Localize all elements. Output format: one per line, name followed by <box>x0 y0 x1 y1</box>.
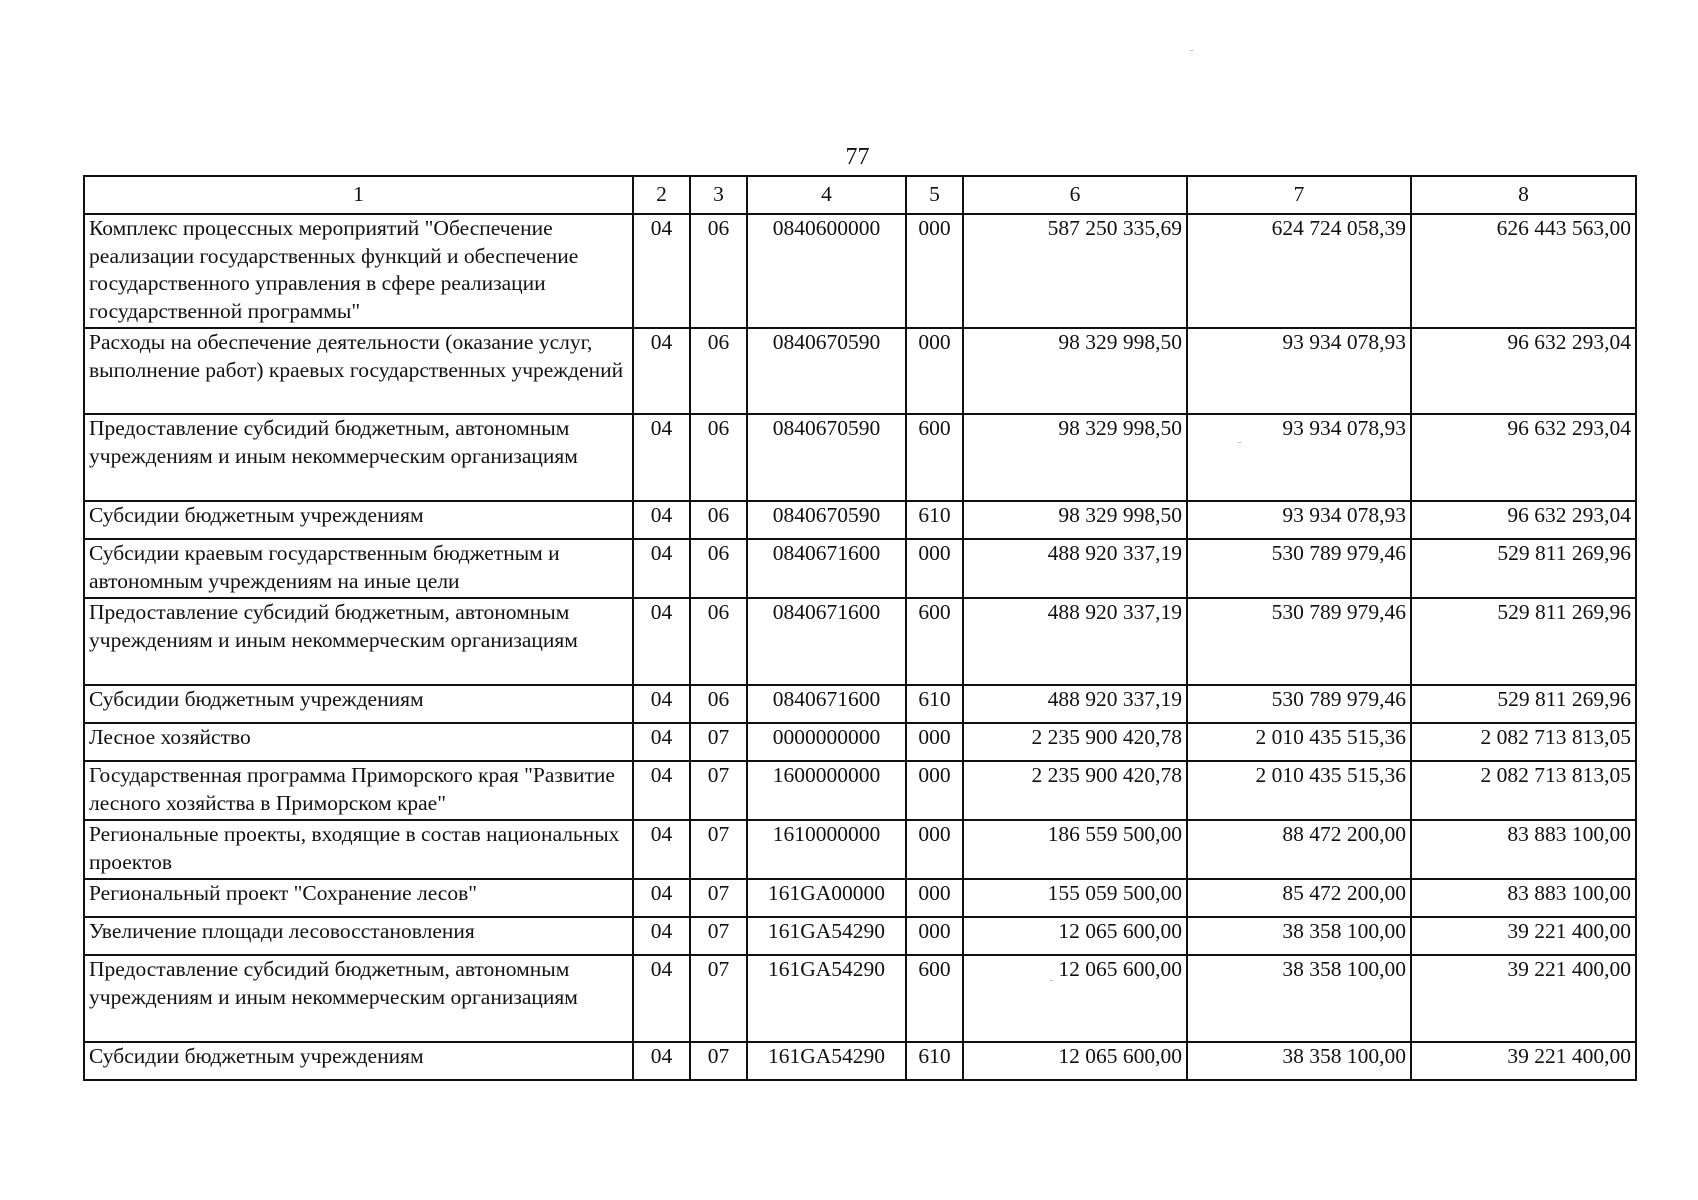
table-row <box>84 685 1636 723</box>
expense-type-code: 000 <box>906 723 963 761</box>
row-name: Предоставление субсидий бюджетным, автономным учреждениям и иным некоммерческим организациям <box>84 955 633 1042</box>
scan-speck <box>1190 50 1193 51</box>
amount-cell: 2 082 713 813,05 <box>1411 761 1636 820</box>
expense-type-code: 000 <box>906 917 963 955</box>
amount-cell: 2 235 900 420,78 <box>963 723 1187 761</box>
header-cell: 1 <box>84 176 633 214</box>
target-article-code: 1600000000 <box>747 761 906 820</box>
amount-cell: 2 010 435 515,36 <box>1187 761 1411 820</box>
target-article-code: 0840671600 <box>747 685 906 723</box>
section-code: 04 <box>633 917 690 955</box>
amount-cell: 96 632 293,04 <box>1411 501 1636 539</box>
amount-cell: 39 221 400,00 <box>1411 917 1636 955</box>
section-code: 04 <box>633 761 690 820</box>
section-code: 04 <box>633 539 690 598</box>
target-article-code: 161GA00000 <box>747 879 906 917</box>
expense-type-code: 000 <box>906 539 963 598</box>
amount-cell: 93 934 078,93 <box>1187 501 1411 539</box>
amount-cell: 12 065 600,00 <box>963 917 1187 955</box>
table-row <box>84 214 1636 328</box>
amount-cell: 98 329 998,50 <box>963 501 1187 539</box>
target-article-code: 161GA54290 <box>747 1042 906 1080</box>
row-name: Расходы на обеспечение деятельности (оказание услуг, выполнение работ) краевых государственных учреждений <box>84 328 633 414</box>
table-row <box>84 501 1636 539</box>
row-name: Предоставление субсидий бюджетным, автономным учреждениям и иным некоммерческим организациям <box>84 598 633 685</box>
page-number: 77 <box>845 144 870 170</box>
target-article-code: 0840670590 <box>747 414 906 501</box>
amount-cell: 530 789 979,46 <box>1187 539 1411 598</box>
row-name: Комплекс процессных мероприятий "Обеспечение реализации государственных функций и обеспечение государственного управления в сфере реализации государственной программы" <box>84 214 633 328</box>
header-cell: 7 <box>1187 176 1411 214</box>
expense-type-code: 600 <box>906 598 963 685</box>
section-code: 04 <box>633 598 690 685</box>
section-code: 04 <box>633 685 690 723</box>
header-cell: 3 <box>690 176 747 214</box>
subsection-code: 06 <box>690 214 747 328</box>
table-row <box>84 917 1636 955</box>
target-article-code: 1610000000 <box>747 820 906 879</box>
section-code: 04 <box>633 1042 690 1080</box>
row-name: Увеличение площади лесовосстановления <box>84 917 633 955</box>
amount-cell: 529 811 269,96 <box>1411 685 1636 723</box>
row-name: Лесное хозяйство <box>84 723 633 761</box>
amount-cell: 96 632 293,04 <box>1411 328 1636 414</box>
row-name: Региональные проекты, входящие в состав национальных проектов <box>84 820 633 879</box>
amount-cell: 530 789 979,46 <box>1187 685 1411 723</box>
amount-cell: 2 010 435 515,36 <box>1187 723 1411 761</box>
amount-cell: 98 329 998,50 <box>963 414 1187 501</box>
amount-cell: 83 883 100,00 <box>1411 820 1636 879</box>
target-article-code: 0840670590 <box>747 328 906 414</box>
subsection-code: 06 <box>690 501 747 539</box>
section-code: 04 <box>633 328 690 414</box>
scan-speck <box>1050 980 1053 981</box>
target-article-code: 0840671600 <box>747 598 906 685</box>
table-row <box>84 761 1636 820</box>
target-article-code: 161GA54290 <box>747 917 906 955</box>
expense-type-code: 610 <box>906 1042 963 1080</box>
amount-cell: 530 789 979,46 <box>1187 598 1411 685</box>
table-row <box>84 1042 1636 1080</box>
amount-cell: 38 358 100,00 <box>1187 955 1411 1042</box>
amount-cell: 2 235 900 420,78 <box>963 761 1187 820</box>
header-cell: 2 <box>633 176 690 214</box>
row-name: Субсидии бюджетным учреждениям <box>84 1042 633 1080</box>
section-code: 04 <box>633 414 690 501</box>
expense-type-code: 000 <box>906 214 963 328</box>
amount-cell: 88 472 200,00 <box>1187 820 1411 879</box>
subsection-code: 07 <box>690 1042 747 1080</box>
amount-cell: 587 250 335,69 <box>963 214 1187 328</box>
section-code: 04 <box>633 955 690 1042</box>
subsection-code: 06 <box>690 539 747 598</box>
table-row <box>84 820 1636 879</box>
amount-cell: 488 920 337,19 <box>963 685 1187 723</box>
amount-cell: 83 883 100,00 <box>1411 879 1636 917</box>
amount-cell: 39 221 400,00 <box>1411 1042 1636 1080</box>
amount-cell: 529 811 269,96 <box>1411 598 1636 685</box>
expense-type-code: 600 <box>906 414 963 501</box>
amount-cell: 488 920 337,19 <box>963 598 1187 685</box>
target-article-code: 161GA54290 <box>747 955 906 1042</box>
table-row <box>84 328 1636 414</box>
amount-cell: 155 059 500,00 <box>963 879 1187 917</box>
budget-table <box>83 175 1637 1081</box>
subsection-code: 06 <box>690 414 747 501</box>
expense-type-code: 600 <box>906 955 963 1042</box>
row-name: Региональный проект "Сохранение лесов" <box>84 879 633 917</box>
amount-cell: 93 934 078,93 <box>1187 328 1411 414</box>
amount-cell: 98 329 998,50 <box>963 328 1187 414</box>
section-code: 04 <box>633 501 690 539</box>
target-article-code: 0840670590 <box>747 501 906 539</box>
table-row <box>84 955 1636 1042</box>
amount-cell: 12 065 600,00 <box>963 1042 1187 1080</box>
amount-cell: 12 065 600,00 <box>963 955 1187 1042</box>
header-row <box>84 176 1636 214</box>
row-name: Субсидии краевым государственным бюджетным и автономным учреждениям на иные цели <box>84 539 633 598</box>
header-cell: 5 <box>906 176 963 214</box>
expense-type-code: 000 <box>906 761 963 820</box>
subsection-code: 06 <box>690 328 747 414</box>
target-article-code: 0840600000 <box>747 214 906 328</box>
subsection-code: 07 <box>690 879 747 917</box>
subsection-code: 07 <box>690 820 747 879</box>
section-code: 04 <box>633 879 690 917</box>
amount-cell: 626 443 563,00 <box>1411 214 1636 328</box>
amount-cell: 488 920 337,19 <box>963 539 1187 598</box>
expense-type-code: 000 <box>906 820 963 879</box>
subsection-code: 07 <box>690 761 747 820</box>
amount-cell: 186 559 500,00 <box>963 820 1187 879</box>
target-article-code: 0000000000 <box>747 723 906 761</box>
header-cell: 8 <box>1411 176 1636 214</box>
table-body <box>84 214 1636 1080</box>
subsection-code: 07 <box>690 917 747 955</box>
amount-cell: 96 632 293,04 <box>1411 414 1636 501</box>
amount-cell: 93 934 078,93 <box>1187 414 1411 501</box>
target-article-code: 0840671600 <box>747 539 906 598</box>
section-code: 04 <box>633 820 690 879</box>
subsection-code: 07 <box>690 955 747 1042</box>
row-name: Государственная программа Приморского края "Развитие лесного хозяйства в Приморском крае" <box>84 761 633 820</box>
expense-type-code: 610 <box>906 501 963 539</box>
table-row <box>84 879 1636 917</box>
amount-cell: 624 724 058,39 <box>1187 214 1411 328</box>
amount-cell: 38 358 100,00 <box>1187 1042 1411 1080</box>
amount-cell: 38 358 100,00 <box>1187 917 1411 955</box>
table-row <box>84 598 1636 685</box>
row-name: Предоставление субсидий бюджетным, автономным учреждениям и иным некоммерческим организациям <box>84 414 633 501</box>
table-row <box>84 539 1636 598</box>
expense-type-code: 000 <box>906 328 963 414</box>
subsection-code: 06 <box>690 598 747 685</box>
amount-cell: 39 221 400,00 <box>1411 955 1636 1042</box>
expense-type-code: 000 <box>906 879 963 917</box>
header-cell: 4 <box>747 176 906 214</box>
row-name: Субсидии бюджетным учреждениям <box>84 501 633 539</box>
subsection-code: 07 <box>690 723 747 761</box>
amount-cell: 85 472 200,00 <box>1187 879 1411 917</box>
amount-cell: 529 811 269,96 <box>1411 539 1636 598</box>
header-cell: 6 <box>963 176 1187 214</box>
scan-speck <box>1238 442 1241 443</box>
section-code: 04 <box>633 214 690 328</box>
table-row <box>84 414 1636 501</box>
section-code: 04 <box>633 723 690 761</box>
table-row <box>84 723 1636 761</box>
subsection-code: 06 <box>690 685 747 723</box>
amount-cell: 2 082 713 813,05 <box>1411 723 1636 761</box>
row-name: Субсидии бюджетным учреждениям <box>84 685 633 723</box>
expense-type-code: 610 <box>906 685 963 723</box>
